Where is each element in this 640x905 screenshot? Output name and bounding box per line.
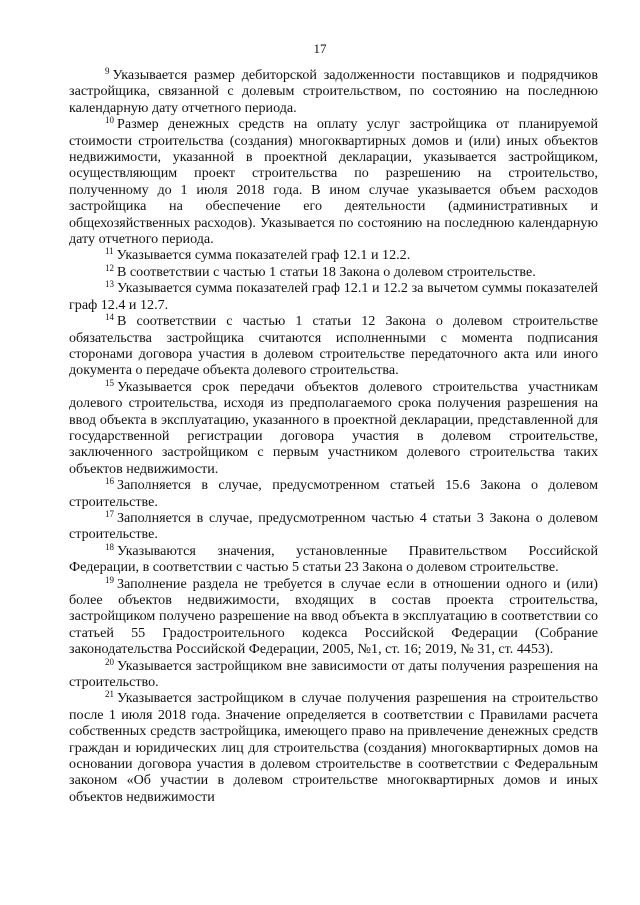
footnote-text: Указывается сумма показателей граф 12.1 и 12.2. [116,247,411,264]
footnote-number: 9 [105,66,110,76]
footnote-number: 11 [105,246,114,257]
footnote [69,379,598,477]
footnote-text: Указывается сумма показателей граф 12.1 и 12.2 за вычетом суммы показателей граф 12.4 и 12.7. [69,280,598,313]
footnote [69,67,598,116]
footnote-text: Заполняется в случае, предусмотренном статьей 15.6 Закона о долевом строительстве. [69,477,598,510]
footnote [69,116,598,247]
footnote [69,247,598,263]
footnote [69,690,598,805]
footnote-number: 10 [105,115,114,126]
footnote [69,543,598,576]
footnote-text: Заполняется в случае, предусмотренном частью 4 статьи 3 Закона о долевом строительстве. [69,509,598,543]
page-number: 17 [313,41,327,56]
footnote-text: Указывается застройщиком вне зависимости от даты получения разрешения на строительство. [69,657,598,691]
footnote-text: Заполнение раздела не требуется в случае если в отношении одного и (или) более объектов недвижимости, входящих в состав проекта строительства, застройщиком получено разрешение на ввод объекта в эксплуатацию в соответствии со статьей 55 Градостроительного кодекса Российской Федерации (Собрание законодательства Российской Федерации, 2005, №1, ст. 16; 2019, № 31, ст. 4453). [69,575,598,658]
footnote [69,510,598,543]
footnote-number: 17 [105,508,114,519]
footnote-number: 15 [105,377,114,388]
footnote-number: 12 [105,262,114,273]
footnote-number: 16 [105,476,114,487]
footnote-number: 18 [105,541,114,552]
footnote-number: 14 [105,312,114,323]
footnote [69,280,598,313]
footnote-text: Указывается застройщиком в случае получения разрешения на строительство после 1 июля 2018 года. Значение определяется в соответствии с Правилами расчета собственных средств застройщика, имеющего право на привлечение денежных средств граждан и юридических лиц для строительства (создания) многоквартирных домов на основании договора участия в долевом строительстве в соответствии с Федеральным законом «Об участии в долевом строительстве многоквартирных домов и иных объектов недвижимости [69,690,598,805]
footnote-number: 13 [105,279,114,290]
footnote-number: 19 [105,574,114,585]
footnote [69,313,598,379]
footnote-number: 21 [105,689,114,700]
footnotes-block [69,67,598,805]
footnote-text: В соответствии с частью 1 статьи 18 Закона о долевом строительстве. [117,263,536,280]
footnote-text: Указываются значения, установленные Правительством Российской Федерации, в соответствии с частью 5 статьи 23 Закона о долевом строительстве. [69,542,598,576]
footnote-text: Указывается срок передачи объектов долевого строительства участникам долевого строительства, исходя из предполагаемого срока получения разрешения на ввод объекта в эксплуатацию, указанного в проектной декларации, представленной для государственной регистрации договора участия в долевом строительстве, заключенного застройщиком с первым участником долевого строительства таких объектов недвижимости. [69,378,598,477]
footnote-text: В соответствии с частью 1 статьи 12 Закона о долевом строительстве обязательства застройщика считаются исполненными с момента подписания сторонами договора участия в долевом строительстве передаточного акта или иного документа о передаче объекта долевого строительства. [69,313,598,379]
footnote-number: 20 [105,656,114,667]
footnote-text: Размер денежных средств на оплату услуг застройщика от планируемой стоимости строительства (создания) многоквартирных домов и (или) иных объектов недвижимости, указанной в проектной декларации, указывается застройщиком, осуществляющим проект строительства по разрешению на строительство, полученному до 1 июля 2018 года. В ином случае указывается объем расходов застройщика на обеспечение его деятельности (административных и общехозяйственных расходов). Указывается по состоянию на последнюю календарную дату отчетного периода. [69,116,598,248]
footnote-text: Указывается размер дебиторской задолженности поставщиков и подрядчиков застройщика, связанной с долевым строительством, по состоянию на последнюю календарную дату отчетного периода. [69,67,598,116]
footnote [69,477,598,510]
footnote [69,576,598,658]
footnote [69,658,598,691]
footnote [69,264,598,280]
